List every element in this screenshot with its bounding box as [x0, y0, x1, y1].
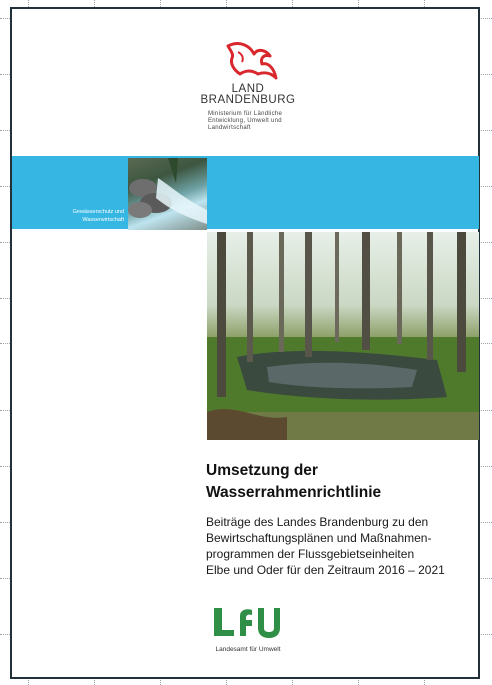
subtitle-line: Beiträge des Landes Brandenburg zu den [206, 515, 429, 529]
ministry-name: Ministerium für Ländliche Entwicklung, Umwelt und Landwirtschaft [208, 111, 283, 131]
subtitle-line: Bewirtschaftungsplänen und Maßnahmen- [206, 531, 432, 545]
lfu-caption: Landesamt für Umwelt [215, 646, 281, 653]
document-subtitle [206, 514, 474, 578]
subtitle-line: Elbe und Oder für den Zeitraum 2016 – 2021 [206, 563, 445, 577]
lfu-mark-icon [212, 606, 284, 638]
stream-photo [128, 158, 207, 230]
document-title [206, 460, 381, 504]
section-label: Gewässerschutz und Wasserwirtschaft [72, 209, 124, 223]
subtitle-line: programmen der Flussgebietseinheiten [206, 547, 415, 561]
forest-photo [207, 232, 479, 440]
logo-text-land: LAND [231, 83, 265, 95]
logo-text-brandenburg: BRANDENBURG [200, 94, 296, 106]
brandenburg-logo [198, 40, 298, 106]
title-line-2: Wasserrahmenrichtlinie [206, 484, 382, 501]
title-line-1: Umsetzung der [206, 462, 318, 479]
lfu-logo [209, 606, 287, 653]
eagle-icon [218, 40, 278, 84]
